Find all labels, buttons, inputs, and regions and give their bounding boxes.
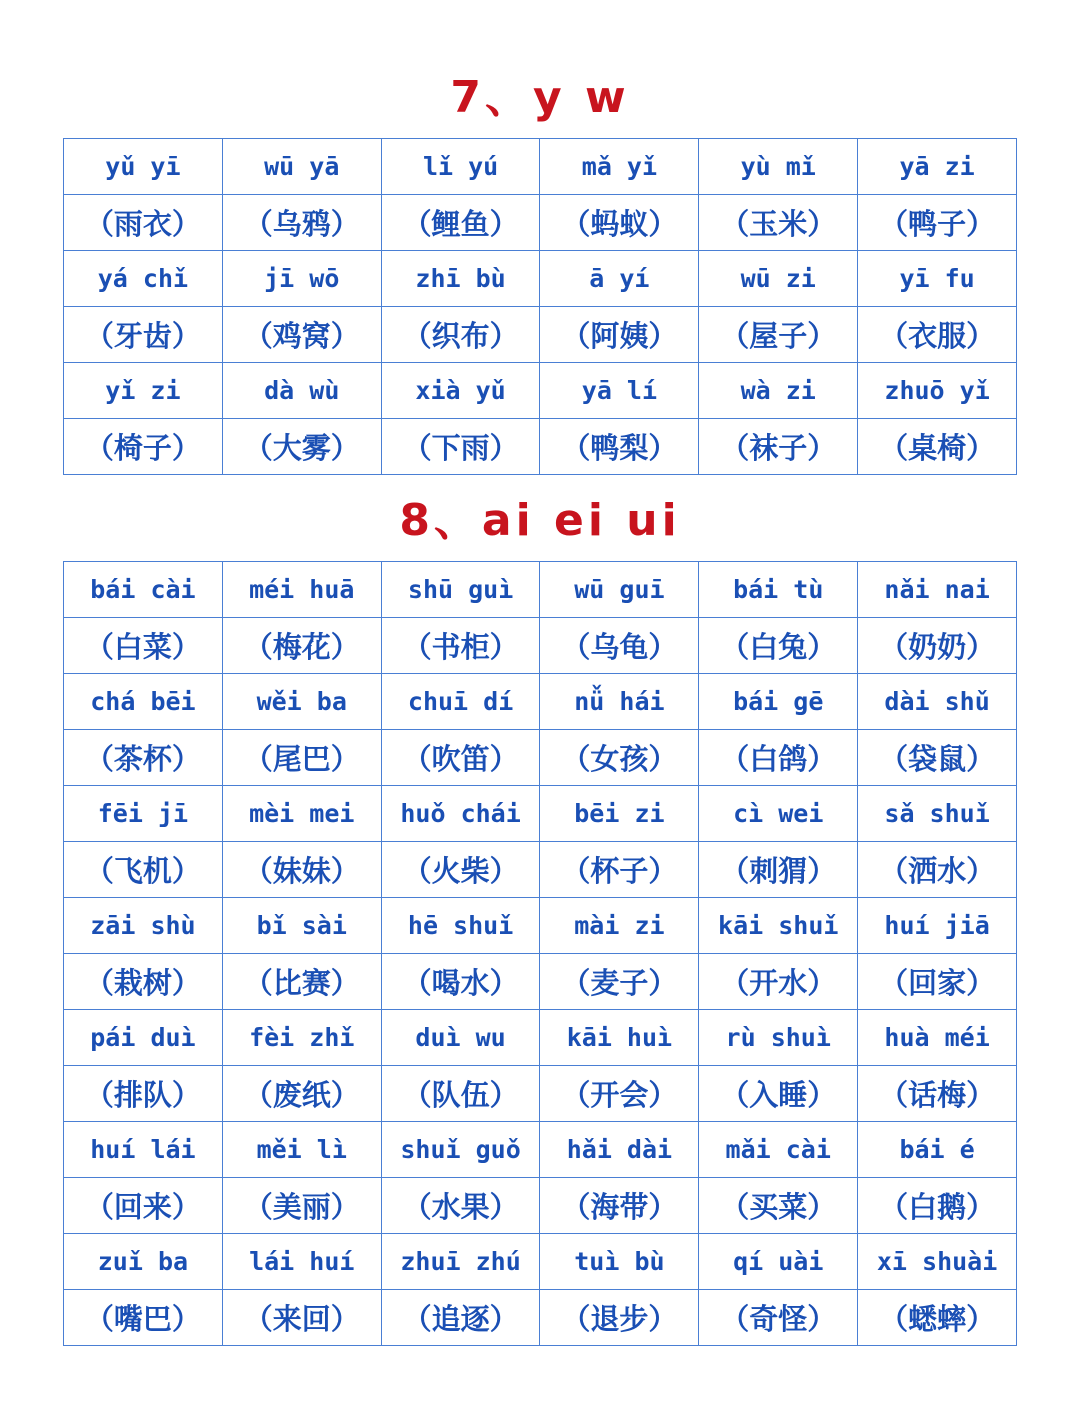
pinyin-cell: kāi huì [540, 1010, 699, 1066]
hanzi-cell: （鸭梨） [540, 419, 699, 475]
pinyin-cell: yù mǐ [699, 139, 858, 195]
hanzi-cell: （飞机） [64, 842, 223, 898]
hanzi-cell: （洒水） [858, 842, 1017, 898]
hanzi-cell: （美丽） [222, 1178, 381, 1234]
hanzi-cell: （织布） [381, 307, 540, 363]
hanzi-cell: （乌鸦） [222, 195, 381, 251]
pinyin-cell: cì wei [699, 786, 858, 842]
pinyin-cell: rù shuì [699, 1010, 858, 1066]
pinyin-cell: měi lì [222, 1122, 381, 1178]
hanzi-cell: （买菜） [699, 1178, 858, 1234]
pinyin-cell: fēi jī [64, 786, 223, 842]
hanzi-cell: （鲤鱼） [381, 195, 540, 251]
hanzi-cell: （妹妹） [222, 842, 381, 898]
hanzi-cell: （火柴） [381, 842, 540, 898]
pinyin-cell: huí jiā [858, 898, 1017, 954]
hanzi-cell: （队伍） [381, 1066, 540, 1122]
pinyin-row [64, 562, 1017, 618]
hanzi-cell: （衣服） [858, 307, 1017, 363]
hanzi-cell: （吹笛） [381, 730, 540, 786]
pinyin-row [64, 363, 1017, 419]
pinyin-table-ai-ei-ui [63, 561, 1017, 1346]
pinyin-cell: duì wu [381, 1010, 540, 1066]
hanzi-cell: （蚂蚁） [540, 195, 699, 251]
pinyin-table-y-w [63, 138, 1017, 475]
pinyin-cell: zhī bù [381, 251, 540, 307]
pinyin-cell: lǐ yú [381, 139, 540, 195]
pinyin-cell: huí lái [64, 1122, 223, 1178]
pinyin-row [64, 1122, 1017, 1178]
pinyin-cell: sǎ shuǐ [858, 786, 1017, 842]
hanzi-cell: （茶杯） [64, 730, 223, 786]
pinyin-cell: wà zi [699, 363, 858, 419]
pinyin-cell: yā lí [540, 363, 699, 419]
hanzi-cell: （退步） [540, 1290, 699, 1346]
hanzi-cell: （袋鼠） [858, 730, 1017, 786]
pinyin-cell: wěi ba [222, 674, 381, 730]
pinyin-row [64, 898, 1017, 954]
pinyin-cell: yǔ yī [64, 139, 223, 195]
pinyin-cell: chuī dí [381, 674, 540, 730]
hanzi-cell: （奇怪） [699, 1290, 858, 1346]
hanzi-cell: （梅花） [222, 618, 381, 674]
hanzi-row [64, 419, 1017, 475]
pinyin-cell: tuì bù [540, 1234, 699, 1290]
hanzi-cell: （鸡窝） [222, 307, 381, 363]
pinyin-row [64, 1234, 1017, 1290]
pinyin-cell: bēi zi [540, 786, 699, 842]
hanzi-cell: （开水） [699, 954, 858, 1010]
hanzi-cell: （海带） [540, 1178, 699, 1234]
pinyin-row [64, 139, 1017, 195]
hanzi-cell: （栽树） [64, 954, 223, 1010]
hanzi-cell: （女孩） [540, 730, 699, 786]
hanzi-cell: （水果） [381, 1178, 540, 1234]
hanzi-cell: （白鹅） [858, 1178, 1017, 1234]
hanzi-cell: （追逐） [381, 1290, 540, 1346]
hanzi-cell: （牙齿） [64, 307, 223, 363]
pinyin-cell: wū guī [540, 562, 699, 618]
pinyin-cell: kāi shuǐ [699, 898, 858, 954]
pinyin-cell: xī shuài [858, 1234, 1017, 1290]
hanzi-cell: （鸭子） [858, 195, 1017, 251]
hanzi-cell: （乌龟） [540, 618, 699, 674]
pinyin-cell: mài zi [540, 898, 699, 954]
pinyin-cell: bǐ sài [222, 898, 381, 954]
pinyin-cell: bái é [858, 1122, 1017, 1178]
pinyin-cell: yǐ zi [64, 363, 223, 419]
hanzi-cell: （喝水） [381, 954, 540, 1010]
pinyin-cell: bái tù [699, 562, 858, 618]
hanzi-cell: （玉米） [699, 195, 858, 251]
hanzi-row [64, 1178, 1017, 1234]
hanzi-cell: （白兔） [699, 618, 858, 674]
pinyin-cell: lái huí [222, 1234, 381, 1290]
pinyin-cell: zāi shù [64, 898, 223, 954]
hanzi-cell: （奶奶） [858, 618, 1017, 674]
pinyin-cell: wū yā [222, 139, 381, 195]
pinyin-cell: jī wō [222, 251, 381, 307]
hanzi-cell: （桌椅） [858, 419, 1017, 475]
hanzi-row [64, 307, 1017, 363]
pinyin-cell: wū zi [699, 251, 858, 307]
pinyin-cell: huà méi [858, 1010, 1017, 1066]
pinyin-row [64, 1010, 1017, 1066]
hanzi-cell: （尾巴） [222, 730, 381, 786]
hanzi-cell: （大雾） [222, 419, 381, 475]
pinyin-cell: mèi mei [222, 786, 381, 842]
pinyin-cell: zhuī zhú [381, 1234, 540, 1290]
section-title-y-w: 7、y w [450, 72, 630, 123]
hanzi-cell: （下雨） [381, 419, 540, 475]
pinyin-row [64, 674, 1017, 730]
pinyin-cell: huǒ chái [381, 786, 540, 842]
hanzi-cell: （开会） [540, 1066, 699, 1122]
hanzi-cell: （嘴巴） [64, 1290, 223, 1346]
hanzi-cell: （来回） [222, 1290, 381, 1346]
pinyin-cell: chá bēi [64, 674, 223, 730]
pinyin-row [64, 786, 1017, 842]
pinyin-cell: zhuō yǐ [858, 363, 1017, 419]
hanzi-row [64, 730, 1017, 786]
pinyin-cell: xià yǔ [381, 363, 540, 419]
pinyin-cell: pái duì [64, 1010, 223, 1066]
hanzi-row [64, 1066, 1017, 1122]
pinyin-cell: hē shuǐ [381, 898, 540, 954]
pinyin-cell: nǚ hái [540, 674, 699, 730]
hanzi-cell: （回来） [64, 1178, 223, 1234]
hanzi-cell: （话梅） [858, 1066, 1017, 1122]
pinyin-cell: shū guì [381, 562, 540, 618]
hanzi-cell: （白鸽） [699, 730, 858, 786]
hanzi-cell: （椅子） [64, 419, 223, 475]
hanzi-row [64, 195, 1017, 251]
pinyin-cell: qí uài [699, 1234, 858, 1290]
hanzi-cell: （废纸） [222, 1066, 381, 1122]
pinyin-cell: bái gē [699, 674, 858, 730]
hanzi-cell: （袜子） [699, 419, 858, 475]
hanzi-row [64, 618, 1017, 674]
pinyin-cell: yá chǐ [64, 251, 223, 307]
hanzi-cell: （雨衣） [64, 195, 223, 251]
pinyin-cell: bái cài [64, 562, 223, 618]
pinyin-cell: yī fu [858, 251, 1017, 307]
pinyin-cell: mǎi cài [699, 1122, 858, 1178]
hanzi-cell: （阿姨） [540, 307, 699, 363]
pinyin-cell: mǎ yǐ [540, 139, 699, 195]
hanzi-cell: （刺猬） [699, 842, 858, 898]
hanzi-cell: （比赛） [222, 954, 381, 1010]
section-title-ai-ei-ui: 8、ai ei ui [399, 495, 681, 546]
hanzi-row [64, 1290, 1017, 1346]
hanzi-cell: （白菜） [64, 618, 223, 674]
pinyin-row [64, 251, 1017, 307]
pinyin-cell: fèi zhǐ [222, 1010, 381, 1066]
pinyin-cell: méi huā [222, 562, 381, 618]
hanzi-cell: （书柜） [381, 618, 540, 674]
pinyin-cell: yā zi [858, 139, 1017, 195]
pinyin-cell: hǎi dài [540, 1122, 699, 1178]
hanzi-cell: （蟋蟀） [858, 1290, 1017, 1346]
hanzi-cell: （回家） [858, 954, 1017, 1010]
pinyin-cell: ā yí [540, 251, 699, 307]
hanzi-cell: （入睡） [699, 1066, 858, 1122]
hanzi-row [64, 954, 1017, 1010]
pinyin-cell: shuǐ guǒ [381, 1122, 540, 1178]
hanzi-cell: （杯子） [540, 842, 699, 898]
hanzi-cell: （麦子） [540, 954, 699, 1010]
pinyin-cell: nǎi nai [858, 562, 1017, 618]
hanzi-row [64, 842, 1017, 898]
hanzi-cell: （排队） [64, 1066, 223, 1122]
hanzi-cell: （屋子） [699, 307, 858, 363]
pinyin-cell: dà wù [222, 363, 381, 419]
pinyin-cell: zuǐ ba [64, 1234, 223, 1290]
pinyin-cell: dài shǔ [858, 674, 1017, 730]
